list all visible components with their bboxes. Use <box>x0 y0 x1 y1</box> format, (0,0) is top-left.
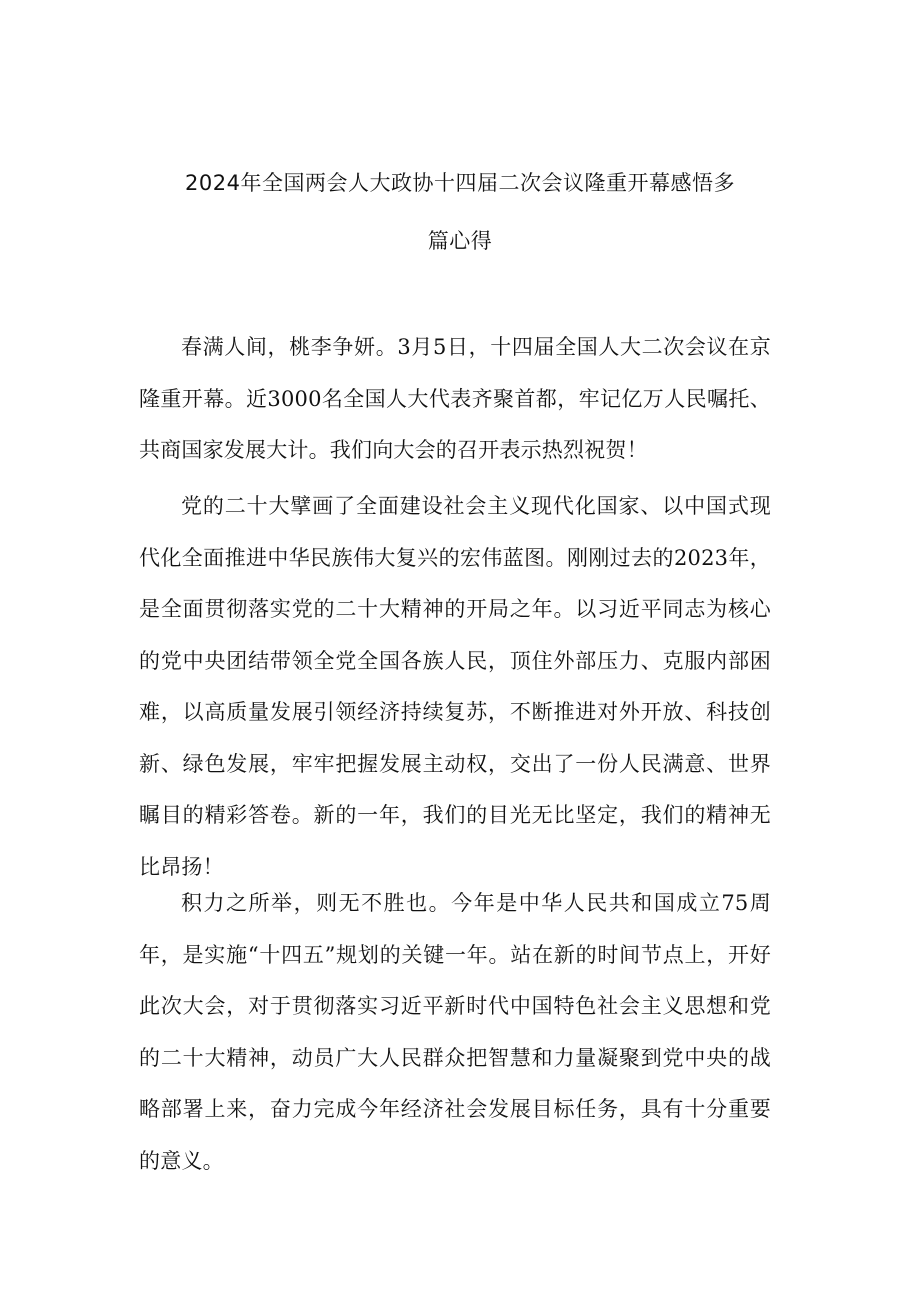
document-title-line-2: 篇心得 <box>427 229 493 253</box>
paragraph-1: 春满人间，桃李争妍。3月5日，十四届全国人大二次会议在京隆重开幕。近3000名全国人大代表齐聚首都，牢记亿万人民嘱托、共商国家发展大计。我们向大会的召开表示热烈祝贺！ <box>139 335 771 462</box>
paragraph-3: 积力之所举，则无不胜也。今年是中华人民共和国成立75周年，是实施“十四五”规划的关键一年。站在新的时间节点上，开好此次大会，对于贯彻落实习近平新时代中国特色社会主义思想和党的二十大精神，动员广大人民群众把智慧和力量凝聚到党中央的战略部署上来，奋力完成今年经济社会发展目标任务，具有十分重要的意义。 <box>139 891 771 1173</box>
paragraph-2: 党的二十大擘画了全面建设社会主义现代化国家、以中国式现代化全面推进中华民族伟大复兴的宏伟蓝图。刚刚过去的2023年，是全面贯彻落实党的二十大精神的开局之年。以习近平同志为核心的党中央团结带领全党全国各族人民，顶住外部压力、克服内部困难，以高质量发展引领经济持续复苏，不断推进对外开放、科技创新、绿色发展，牢牢把握发展主动权，交出了一份人民满意、世界瞩目的精彩答卷。新的一年，我们的目光无比坚定，我们的精神无比昂扬！ <box>139 494 771 879</box>
document-title-line-1: 2024年全国两会人大政协十四届二次会议隆重开幕感悟多 <box>185 171 735 195</box>
